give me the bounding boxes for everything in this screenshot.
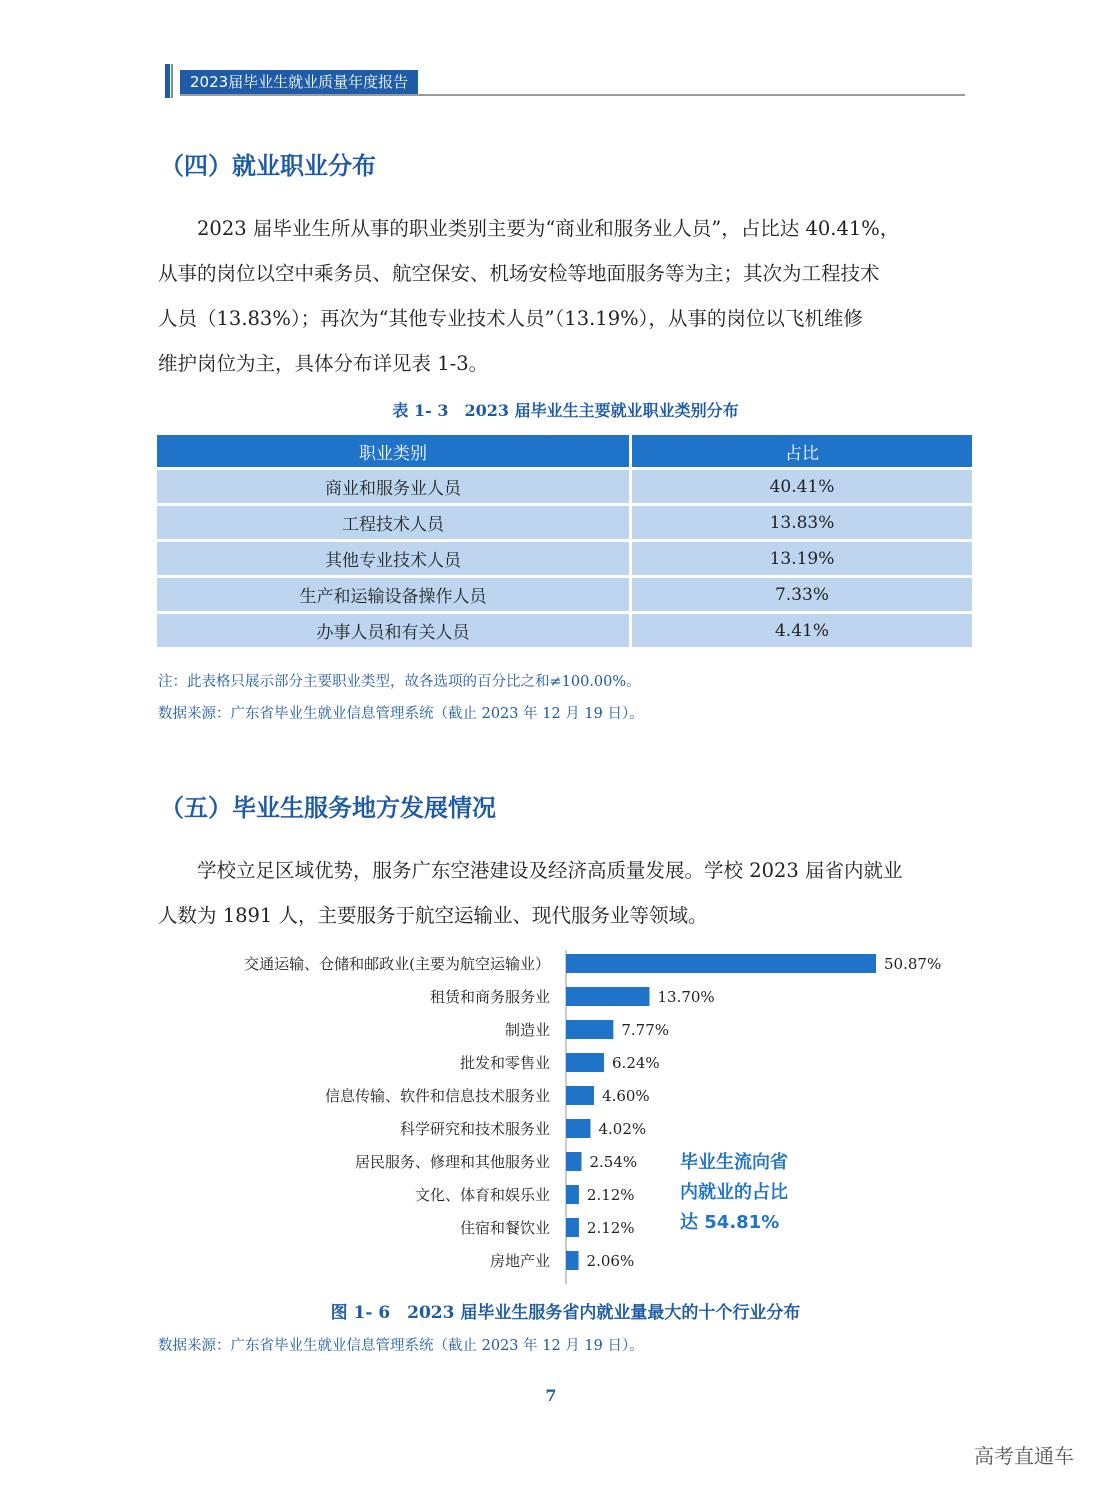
category-label: 信息传输、软件和信息技术服务业 <box>324 1087 550 1105</box>
category-label: 制造业 <box>504 1021 550 1039</box>
cell-category: 工程技术人员 <box>157 506 632 539</box>
chart-annotation <box>680 1148 830 1238</box>
table-row <box>157 614 972 647</box>
column-header-share: 占比 <box>632 435 972 467</box>
annotation-line: 毕业生流向省 <box>680 1152 788 1173</box>
bar <box>566 1053 604 1072</box>
bar <box>566 1185 579 1204</box>
table-row <box>157 542 972 575</box>
value-label: 6.24% <box>612 1054 660 1072</box>
value-label: 7.77% <box>621 1021 670 1039</box>
local-service-paragraph <box>158 848 973 938</box>
section-title-occupation: （四）就业职业分布 <box>160 152 376 180</box>
category-label: 批发和零售业 <box>459 1054 550 1072</box>
figure-caption: 图 1- 6 2023 届毕业生服务省内就业量最大的十个行业分布 <box>330 1303 801 1323</box>
bar <box>566 1152 581 1171</box>
page-number: 7 <box>545 1386 557 1405</box>
category-label: 住宿和餐饮业 <box>459 1219 550 1237</box>
cell-category: 其他专业技术人员 <box>157 542 632 575</box>
category-label: 科学研究和技术服务业 <box>399 1120 550 1138</box>
industry-bar-chart <box>150 950 970 1290</box>
paragraph-line: 从事的岗位以空中乘务员、航空保安、机场安检等地面服务等为主；其次为工程技术 <box>158 262 880 285</box>
column-header-category: 职业类别 <box>157 435 632 467</box>
header-rule <box>180 94 965 96</box>
paragraph-line: 2023 届毕业生所从事的职业类别主要为“商业和服务业人员”，占比达 40.41%， <box>158 217 900 240</box>
value-label: 50.87% <box>884 955 942 973</box>
bar <box>566 1020 613 1039</box>
category-label: 居民服务、修理和其他服务业 <box>354 1153 550 1171</box>
category-label: 文化、体育和娱乐业 <box>414 1186 550 1204</box>
annotation-line: 达 54.81% <box>680 1212 780 1233</box>
cell-share: 13.19% <box>632 542 972 575</box>
cell-share: 7.33% <box>632 578 972 611</box>
value-label: 2.54% <box>589 1153 638 1171</box>
value-label: 2.12% <box>586 1186 635 1204</box>
table-row <box>157 470 972 503</box>
watermark: 高考直通车 <box>974 1444 1074 1468</box>
table-row <box>157 506 972 539</box>
category-label: 租赁和商务服务业 <box>429 988 550 1006</box>
value-label: 13.70% <box>657 988 715 1006</box>
occupation-paragraph <box>158 206 973 386</box>
paragraph-line: 维护岗位为主，具体分布详见表 1-3。 <box>158 352 489 375</box>
cell-category: 生产和运输设备操作人员 <box>157 578 632 611</box>
value-label: 4.60% <box>602 1087 650 1105</box>
bar <box>566 1086 594 1105</box>
category-label: 交通运输、仓储和邮政业(主要为航空运输业） <box>244 955 550 973</box>
table-caption: 表 1- 3 2023 届毕业生主要就业职业类别分布 <box>392 401 739 420</box>
table-note: 注：此表格只展示部分主要职业类型，故各选项的百分比之和≠100.00%。 <box>158 674 641 690</box>
value-label: 2.12% <box>586 1219 635 1237</box>
value-label: 4.02% <box>598 1120 647 1138</box>
cell-share: 13.83% <box>632 506 972 539</box>
value-label: 2.06% <box>586 1252 635 1270</box>
occupation-table <box>157 432 972 650</box>
table-row <box>157 578 972 611</box>
paragraph-line: 人数为 1891 人，主要服务于航空运输业、现代服务业等领域。 <box>158 904 708 927</box>
bar <box>566 987 649 1006</box>
paragraph-line: 人员（13.83%）；再次为“其他专业技术人员”（13.19%），从事的岗位以飞机维修 <box>158 307 863 330</box>
cell-share: 4.41% <box>632 614 972 647</box>
category-label: 房地产业 <box>489 1252 550 1270</box>
cell-category: 商业和服务业人员 <box>157 470 632 503</box>
bar <box>566 1251 579 1270</box>
report-header-title: 2023届毕业生就业质量年度报告 <box>180 70 418 94</box>
annotation-line: 内就业的占比 <box>680 1182 788 1203</box>
header-accent-bar-inner <box>171 64 173 98</box>
cell-share: 40.41% <box>632 470 972 503</box>
table-header-row <box>157 435 972 467</box>
table-source: 数据来源：广东省毕业生就业信息管理系统（截止 2023 年 12 月 19 日）。 <box>158 706 644 722</box>
bar <box>566 954 876 973</box>
section-title-local-service: （五）毕业生服务地方发展情况 <box>160 794 496 822</box>
cell-category: 办事人员和有关人员 <box>157 614 632 647</box>
bar <box>566 1218 579 1237</box>
chart-source: 数据来源：广东省毕业生就业信息管理系统（截止 2023 年 12 月 19 日）。 <box>158 1338 644 1354</box>
bar <box>566 1119 590 1138</box>
header-accent-bar <box>165 64 170 98</box>
paragraph-line: 学校立足区域优势，服务广东空港建设及经济高质量发展。学校 2023 届省内就业 <box>158 859 903 882</box>
